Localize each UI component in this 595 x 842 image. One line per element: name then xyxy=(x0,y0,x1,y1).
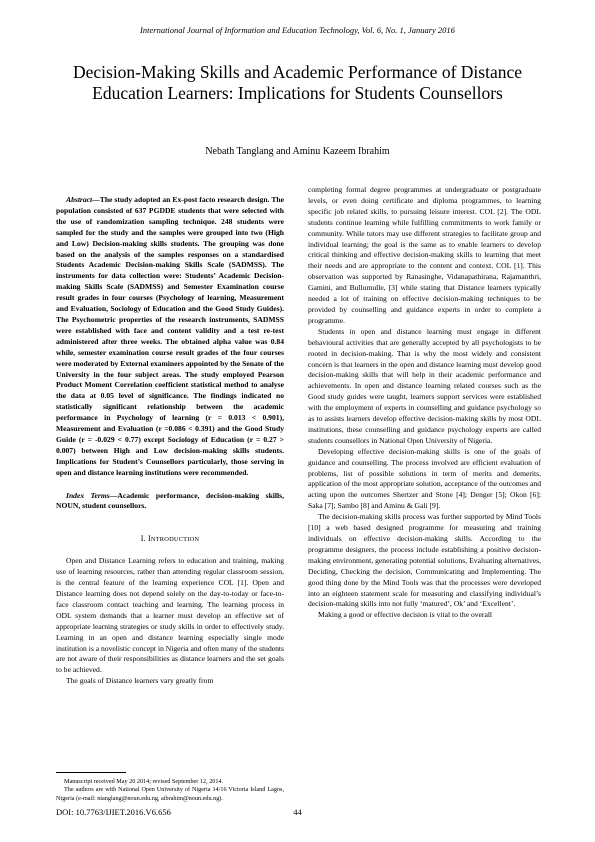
page-number: 44 xyxy=(293,807,302,817)
section-heading xyxy=(56,534,284,546)
section-title-rest: NTRODUCTION xyxy=(150,536,200,544)
section-numeral: I. xyxy=(140,534,146,544)
abstract xyxy=(56,195,284,479)
paragraph: Students in open and distance learning must engage in different behavioural activities that are generally accepted by all psychologists to be rooted in decision-making. That is why the most widely and consistent concern is that learners in the open and distance learning must develop good decision-making skills that will help in their academic performance and achievements. In open and distance learning related courses such as the Good study guides were taught, learners support services were established with the employment of experts in counselling and guidance psychology so as to assists learners develop effective decision-making skills by most ODL institutions, these counselling and guidance psychology experts are called students counsellors in National Open University of Nigeria. xyxy=(308,326,541,445)
doi: DOI: 10.7763/IJIET.2016.V6.656 xyxy=(56,807,171,817)
footnote: The authors are with National Open University of Nigeria 14/16 Victoria Island Lagos, Nigeria (e-mail: ntanglang@noun.edu.ng, aibrahim@noun.edu.ng). xyxy=(56,786,284,802)
paper-title: Decision-Making Skills and Academic Performance of Distance Education Learners: Implications for Students Counsellors xyxy=(72,62,523,103)
left-column xyxy=(56,195,284,687)
paragraph: Making a good or effective decision is vital to the overall xyxy=(318,610,493,620)
footnote-divider xyxy=(56,772,126,773)
paragraph: Developing effective decision-making skills is one of the goals of guidance and counselling. The process involved are efficient evaluation of problems, list of possible solutions in term of merits and demerits, application of the most appropriate solution, acceptance of the outcomes and acting upon the outcomes Shertzer and Stone [4]; Denger [5]; Okon [6]; Saka [7]; Sambo [8] and Aminu & Gali [9]. xyxy=(308,446,542,511)
paragraph: The decision-making skills process was further supported by Mind Tools [10] a web based designed programme for measuring and training individuals on effective decision-making skills. According to the programme designers, the process include establishing a positive decision-making environment, generating potential solutions, Evaluating alternatives, Deciding, Checking the decision, Communicating and Implementing. The good thing done by the Mind Tools was that the processes were developed into an eighteen statement scale for measuring and classifying individual’s decision-making skills into not fully ‘matured’, Ok’ and ‘Excellent’. xyxy=(308,512,541,609)
abstract-lead: Abstract xyxy=(66,195,93,204)
footnotes xyxy=(56,778,284,803)
paragraph: The goals of Distance learners vary greatly from xyxy=(66,676,214,686)
index-terms-lead: Index Terms xyxy=(66,490,110,500)
section-initial: I xyxy=(148,534,151,544)
footnote: Manuscript received May 20 2014; revised September 12, 2014. xyxy=(64,778,224,785)
paragraph: completing formal degree programmes at undergraduate or postgraduate levels, or even doing certificate and diploma programmes, to learning specific job related skills, to pursuing leisure interest. COL [2]. The ODL students continue learning while fulfilling commitments to work family or community. While tutors may use different strategies to facilitate group and individual learning; the goal is the same as to enable learners to develop critical thinking and effective decision-making skills to learning that meet their needs and are appropriate to the content and context. COL [1]. This observation was supported by Ranasinghe, Vidanapathirana, Rajamanthri, Gamini, and Bullumulle, [3] while stating that Distance learners typically needed a lot of training on effective decision-making techniques to be provided by counselling and guidance experts in order to complete a programme. xyxy=(308,185,541,325)
authors: Nebath Tanglang and Aminu Kazeem Ibrahim xyxy=(205,146,390,157)
index-terms-text: —Academic performance, decision-making skills, NOUN, student counsellors. xyxy=(56,490,284,511)
running-head: International Journal of Information and Education Technology, Vol. 6, No. 1, January 2016 xyxy=(140,25,455,35)
abstract-text: —The study adopted an Ex-post facto research design. The population consisted of 637 PGDDE students that were selected with the use of randomization sampling technique. 248 students were sampled for the study and the samples were grouped into two (High and Low) Decision-making skills students. The grouping was done based on the analysis of the samples responses on a standardised Students Academic Decision-making Skills Scale (SADMSS). The instruments for data collection were: Students’ Academic Decision-making Skills Scale (SADMSS) and Semester Examination course result grades in four courses (Psychology of learning, Measurement and Evaluation, Sociology of Education and the Good Study Guides). The Psychometric properties of the research instruments, SADMSS were established with face and content validity and a test re-test administered after three weeks. The obtained alpha value was 0.84 while, semester examination course result grades of the four courses were moderated by External examiners appointed by the Senate of the University in the four subject areas. The study employed Pearson Product Moment Correlation coefficient statistical method to analyse the data at 0.05 level of significance. The findings indicated no statistically significant relationship between the academic performance in Psychology of learning (r = 0.013 < 0.901), Measurement and Evaluation (r =0.086 < 0.391) and the Good Study Guide (r = -0.029 < 0.77) except Sociology of Education (r = 0.27 > 0.007) between High and Low decision-making skills students. Implications for Student’s Counsellors particularly, those serving in open and distance learning institutions were recommended. xyxy=(56,195,284,477)
paragraph: Open and Distance Learning refers to education and training, making use of learning resources, rather than attending regular classroom session, is the central feature of the learning experience COL [1]. Open and Distance learning does not depend solely on the day-to-today or face-to-face classroom contact teaching and learning. The learning process in ODL system demands that a learner must develop an effective set of appropriate learning strategies or study skills in order to effectively study. Learning in an open and distance learning especially single mode institution is a novelistic concept in Nigeria and often many of the students are not aware of their responsibilities as distance learners and the set goals to be achieved. xyxy=(56,556,284,675)
index-terms xyxy=(56,491,284,513)
right-column xyxy=(308,185,541,621)
